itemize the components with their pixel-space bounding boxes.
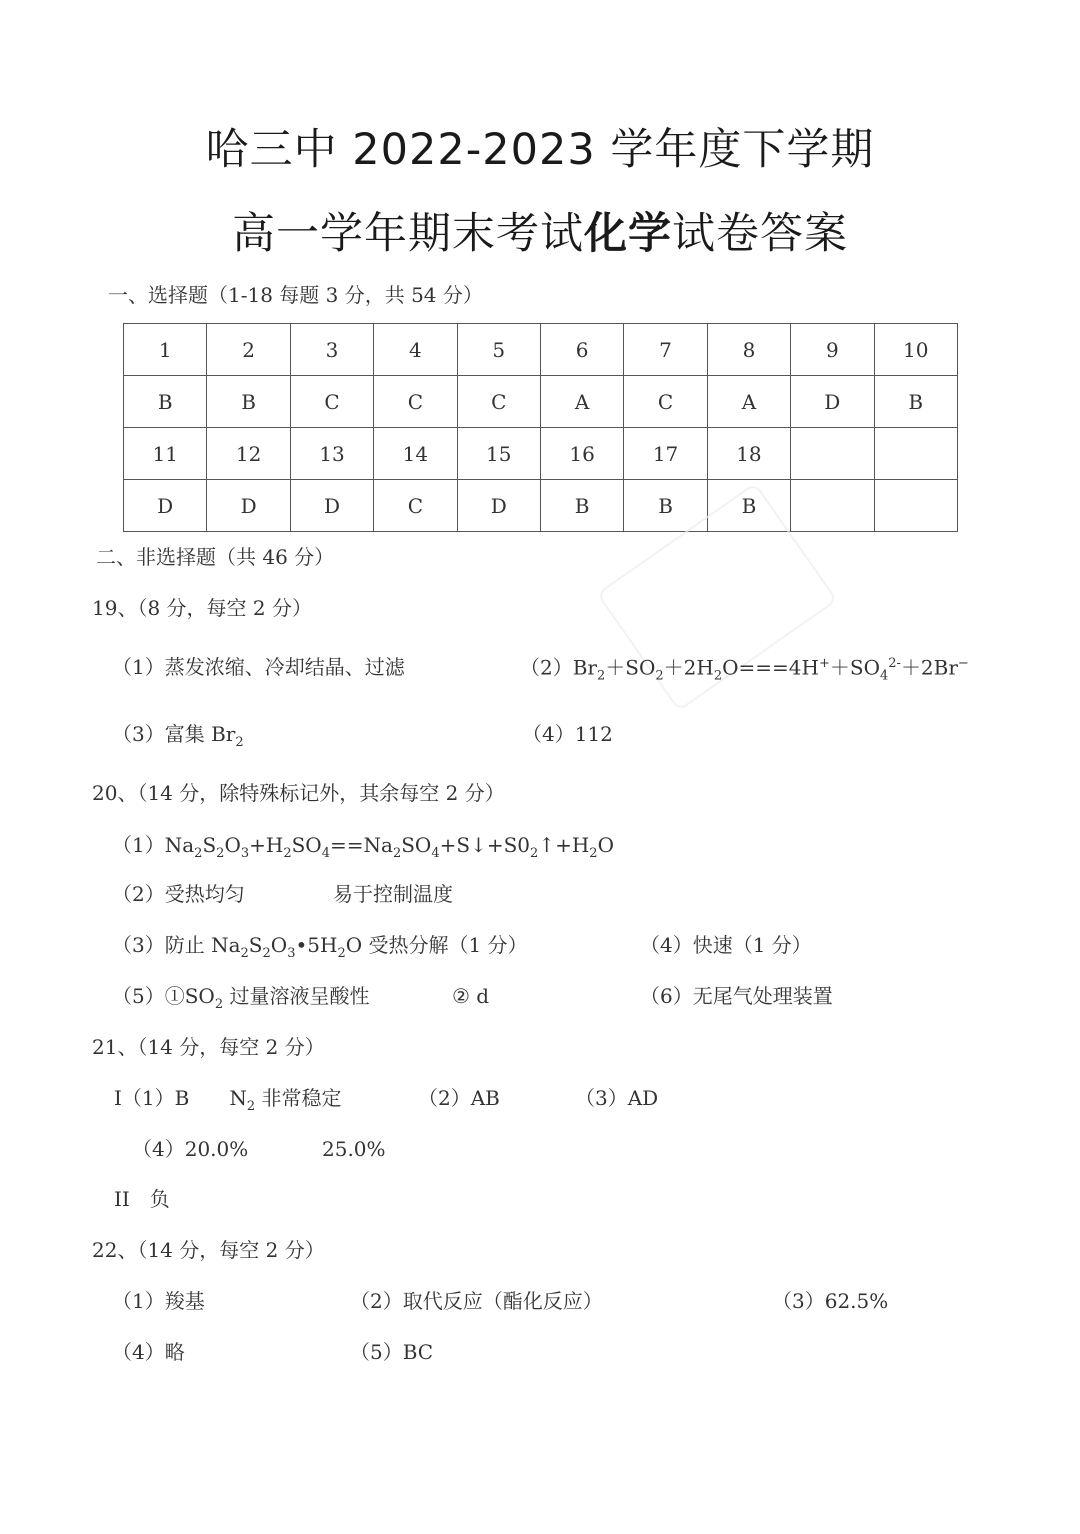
question-number-cell: 16 xyxy=(540,428,623,480)
q19-answer-3: （3）富集 $Br_2$ xyxy=(112,722,244,750)
q20-answer-1: $(1)Na_2S_2O_3+H_2SO_4==Na_2SO_4+S↓+S0_2↑+H_2O$ xyxy=(112,833,614,861)
q21-part-i-answer-1: I（1）B $N_2$ 非常稳定 xyxy=(114,1086,342,1114)
q21-part-i-answer-3: （3）AD xyxy=(575,1086,659,1110)
question-number-cell: 6 xyxy=(540,324,623,376)
q20-answer-2a: （2）受热均匀 xyxy=(112,882,245,906)
question-number-cell: 17 xyxy=(624,428,707,480)
question-number-row xyxy=(124,428,958,480)
title-line-2 xyxy=(0,200,1080,261)
q20-header: 20、（14 分，除特殊标记外，其余每空 2 分） xyxy=(92,781,505,805)
question-number-cell: 13 xyxy=(290,428,373,480)
answer-table xyxy=(123,323,958,532)
answer-cell: B xyxy=(124,376,207,428)
q22-answer-3: （3）62.5% xyxy=(772,1289,889,1313)
q21-part-i-answer-2: （2）AB xyxy=(418,1086,500,1110)
answer-cell: D xyxy=(290,480,373,532)
question-number-cell xyxy=(874,428,957,480)
q22-answer-1: （1）羧基 xyxy=(112,1289,205,1313)
answer-row xyxy=(124,480,958,532)
question-number-cell: 9 xyxy=(791,324,874,376)
title-line-2-subject: 化学 xyxy=(584,209,672,259)
q22-header: 22、（14 分，每空 2 分） xyxy=(92,1238,325,1262)
q19-answer-4: （4）112 xyxy=(522,722,613,746)
answer-cell: D xyxy=(791,376,874,428)
question-number-cell: 5 xyxy=(457,324,540,376)
q20-answer-2b: 易于控制温度 xyxy=(333,882,453,906)
answer-cell: C xyxy=(374,480,457,532)
q20-answer-5b: ② d xyxy=(452,984,490,1008)
question-number-cell: 1 xyxy=(124,324,207,376)
answer-cell: B xyxy=(707,480,790,532)
question-number-cell: 14 xyxy=(374,428,457,480)
title-line-1: 哈三中 2022-2023 学年度下学期 xyxy=(205,125,875,175)
question-number-cell: 3 xyxy=(290,324,373,376)
question-number-cell: 11 xyxy=(124,428,207,480)
answer-cell: B xyxy=(874,376,957,428)
answer-cell: B xyxy=(540,480,623,532)
q21-part-i-answer-4a: （4）20.0% xyxy=(132,1137,249,1161)
q22-answer-4: （4）略 xyxy=(112,1340,185,1364)
answer-cell: C xyxy=(624,376,707,428)
title-line-2-prefix: 高一学年期末考试 xyxy=(232,209,584,259)
title-line-2-suffix: 试卷答案 xyxy=(672,209,848,259)
question-number-row xyxy=(124,324,958,376)
q21-part-ii-answer: II 负 xyxy=(114,1187,170,1211)
section-1-heading: 一、选择题（1-18 每题 3 分，共 54 分） xyxy=(108,283,483,307)
answer-cell: A xyxy=(707,376,790,428)
q20-answer-6: （6）无尾气处理装置 xyxy=(640,984,833,1008)
question-number-cell: 8 xyxy=(707,324,790,376)
q21-part-i-answer-4b: 25.0% xyxy=(322,1137,386,1161)
question-number-cell: 7 xyxy=(624,324,707,376)
answer-cell: C xyxy=(290,376,373,428)
question-number-cell: 18 xyxy=(707,428,790,480)
q20-answer-4: （4）快速（1 分） xyxy=(640,933,812,957)
q20-answer-5a: $(5)①SO_2$ 过量溶液呈酸性 xyxy=(112,984,370,1012)
answer-cell: B xyxy=(207,376,290,428)
q21-header: 21、（14 分，每空 2 分） xyxy=(92,1035,325,1059)
answer-cell xyxy=(874,480,957,532)
question-number-cell xyxy=(791,428,874,480)
question-number-cell: 10 xyxy=(874,324,957,376)
answer-cell: B xyxy=(624,480,707,532)
question-number-cell: 4 xyxy=(374,324,457,376)
q19-answer-1: （1）蒸发浓缩、冷却结晶、过滤 xyxy=(112,655,405,679)
answer-cell: C xyxy=(374,376,457,428)
q20-answer-3: （3）防止 $Na_2S_2O_3•5H_2O$ 受热分解（1 分） xyxy=(112,933,528,961)
answer-cell: D xyxy=(457,480,540,532)
q19-answer-2: $(2)Br_2+SO_2+2H_2O===4H^++SO_4^{2-}+2Br^-$ xyxy=(520,655,969,684)
question-number-cell: 15 xyxy=(457,428,540,480)
question-number-cell: 12 xyxy=(207,428,290,480)
answer-cell xyxy=(791,480,874,532)
answer-row xyxy=(124,376,958,428)
q22-answer-5: （5）BC xyxy=(350,1340,434,1364)
answer-cell: D xyxy=(207,480,290,532)
answer-cell: C xyxy=(457,376,540,428)
question-number-cell: 2 xyxy=(207,324,290,376)
q19-header: 19、（8 分，每空 2 分） xyxy=(92,596,312,620)
section-2-heading: 二、非选择题（共 46 分） xyxy=(96,545,335,569)
answer-cell: D xyxy=(124,480,207,532)
q22-answer-2: （2）取代反应（酯化反应） xyxy=(350,1289,603,1313)
answer-cell: A xyxy=(540,376,623,428)
